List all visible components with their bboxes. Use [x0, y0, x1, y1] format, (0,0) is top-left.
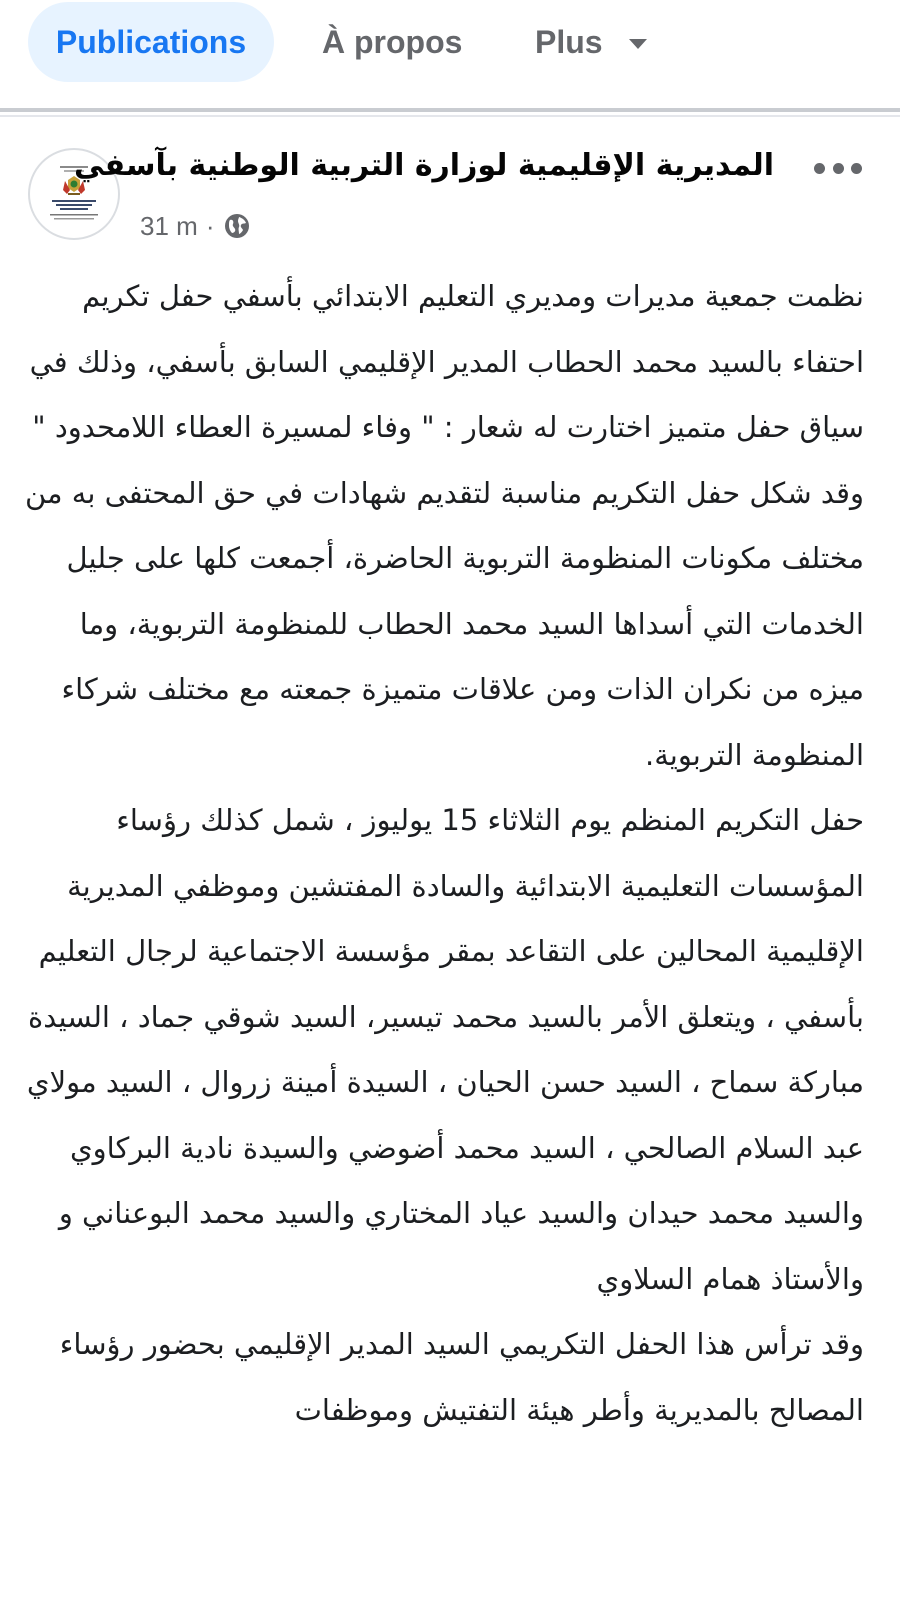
section-divider-shadow — [0, 115, 900, 117]
profile-tabs — [0, 0, 900, 88]
post-paragraph: وقد شكل حفل التكريم مناسبة لتقديم شهادات في حق المحتفى به من مختلف مكونات المنظومة التربوية الحاضرة، أجمعت كلها على جليل الخدمات التي أسداها السيد محمد الحطاب للمنظومة التربوية، وما ميزه من نكران الذات ومن علاقات متميزة جمعته مع مختلف شركاء المنظومة التربوية. — [24, 475, 864, 772]
more-dot — [833, 163, 844, 174]
more-options-icon[interactable] — [814, 162, 862, 174]
tab-publications[interactable] — [28, 2, 274, 82]
post-paragraph: وقد ترأس هذا الحفل التكريمي السيد المدير الإقليمي بحضور رؤساء المصالح بالمديرية وأطر هيئة التفتيش وموظفات — [59, 1327, 864, 1427]
globe-icon — [224, 213, 250, 239]
tab-publications-label: Publications — [55, 23, 247, 60]
post-time[interactable]: 31 m — [140, 210, 198, 241]
tab-more-label: Plus — [535, 23, 603, 60]
section-divider — [0, 108, 900, 112]
post-meta — [140, 206, 250, 246]
more-dot — [851, 163, 862, 174]
post-paragraph: نظمت جمعية مديرات ومديري التعليم الابتدائي بأسفي حفل تكريم احتفاء بالسيد محمد الحطاب المدير الإقليمي السابق بأسفي، وذلك في سياق حفل متميز اختارت له شعار : " وفاء لمسيرة العطاء اللامحدود " — [29, 279, 864, 444]
meta-separator: · — [205, 210, 215, 241]
post-paragraph: حفل التكريم المنظم يوم الثلاثاء 15 يوليوز ، شمل كذلك رؤساء المؤسسات التعليمية الابتدائية والسادة المفتشين وموظفي المديرية الإقليمية المحالين على التقاعد بمقر مؤسسة الاجتماعية لرجال التعليم بأسفي ، ويتعلق الأمر بالسيد محمد تيسير، السيد شوقي جماد ، السيدة مباركة سماح ، السيد حسن الحيان ، السيدة أمينة زروال ، السيد مولاي عبد السلام الصالحي ، السيد محمد أضوضي والسيدة نادية البركاوي والسيد محمد حيدان والسيد عياد المختاري والسيد محمد البوعناني و والأستاذ همام السلاوي — [26, 803, 864, 1296]
caret-down-icon — [629, 39, 647, 49]
tab-about-label: À propos — [322, 23, 463, 60]
tab-about[interactable] — [322, 2, 462, 82]
tab-more[interactable] — [535, 2, 647, 82]
page-name[interactable]: المديرية الإقليمية لوزارة التربية الوطنية بآسفي — [74, 148, 774, 183]
more-dot — [814, 163, 825, 174]
post-body — [24, 264, 864, 1443]
